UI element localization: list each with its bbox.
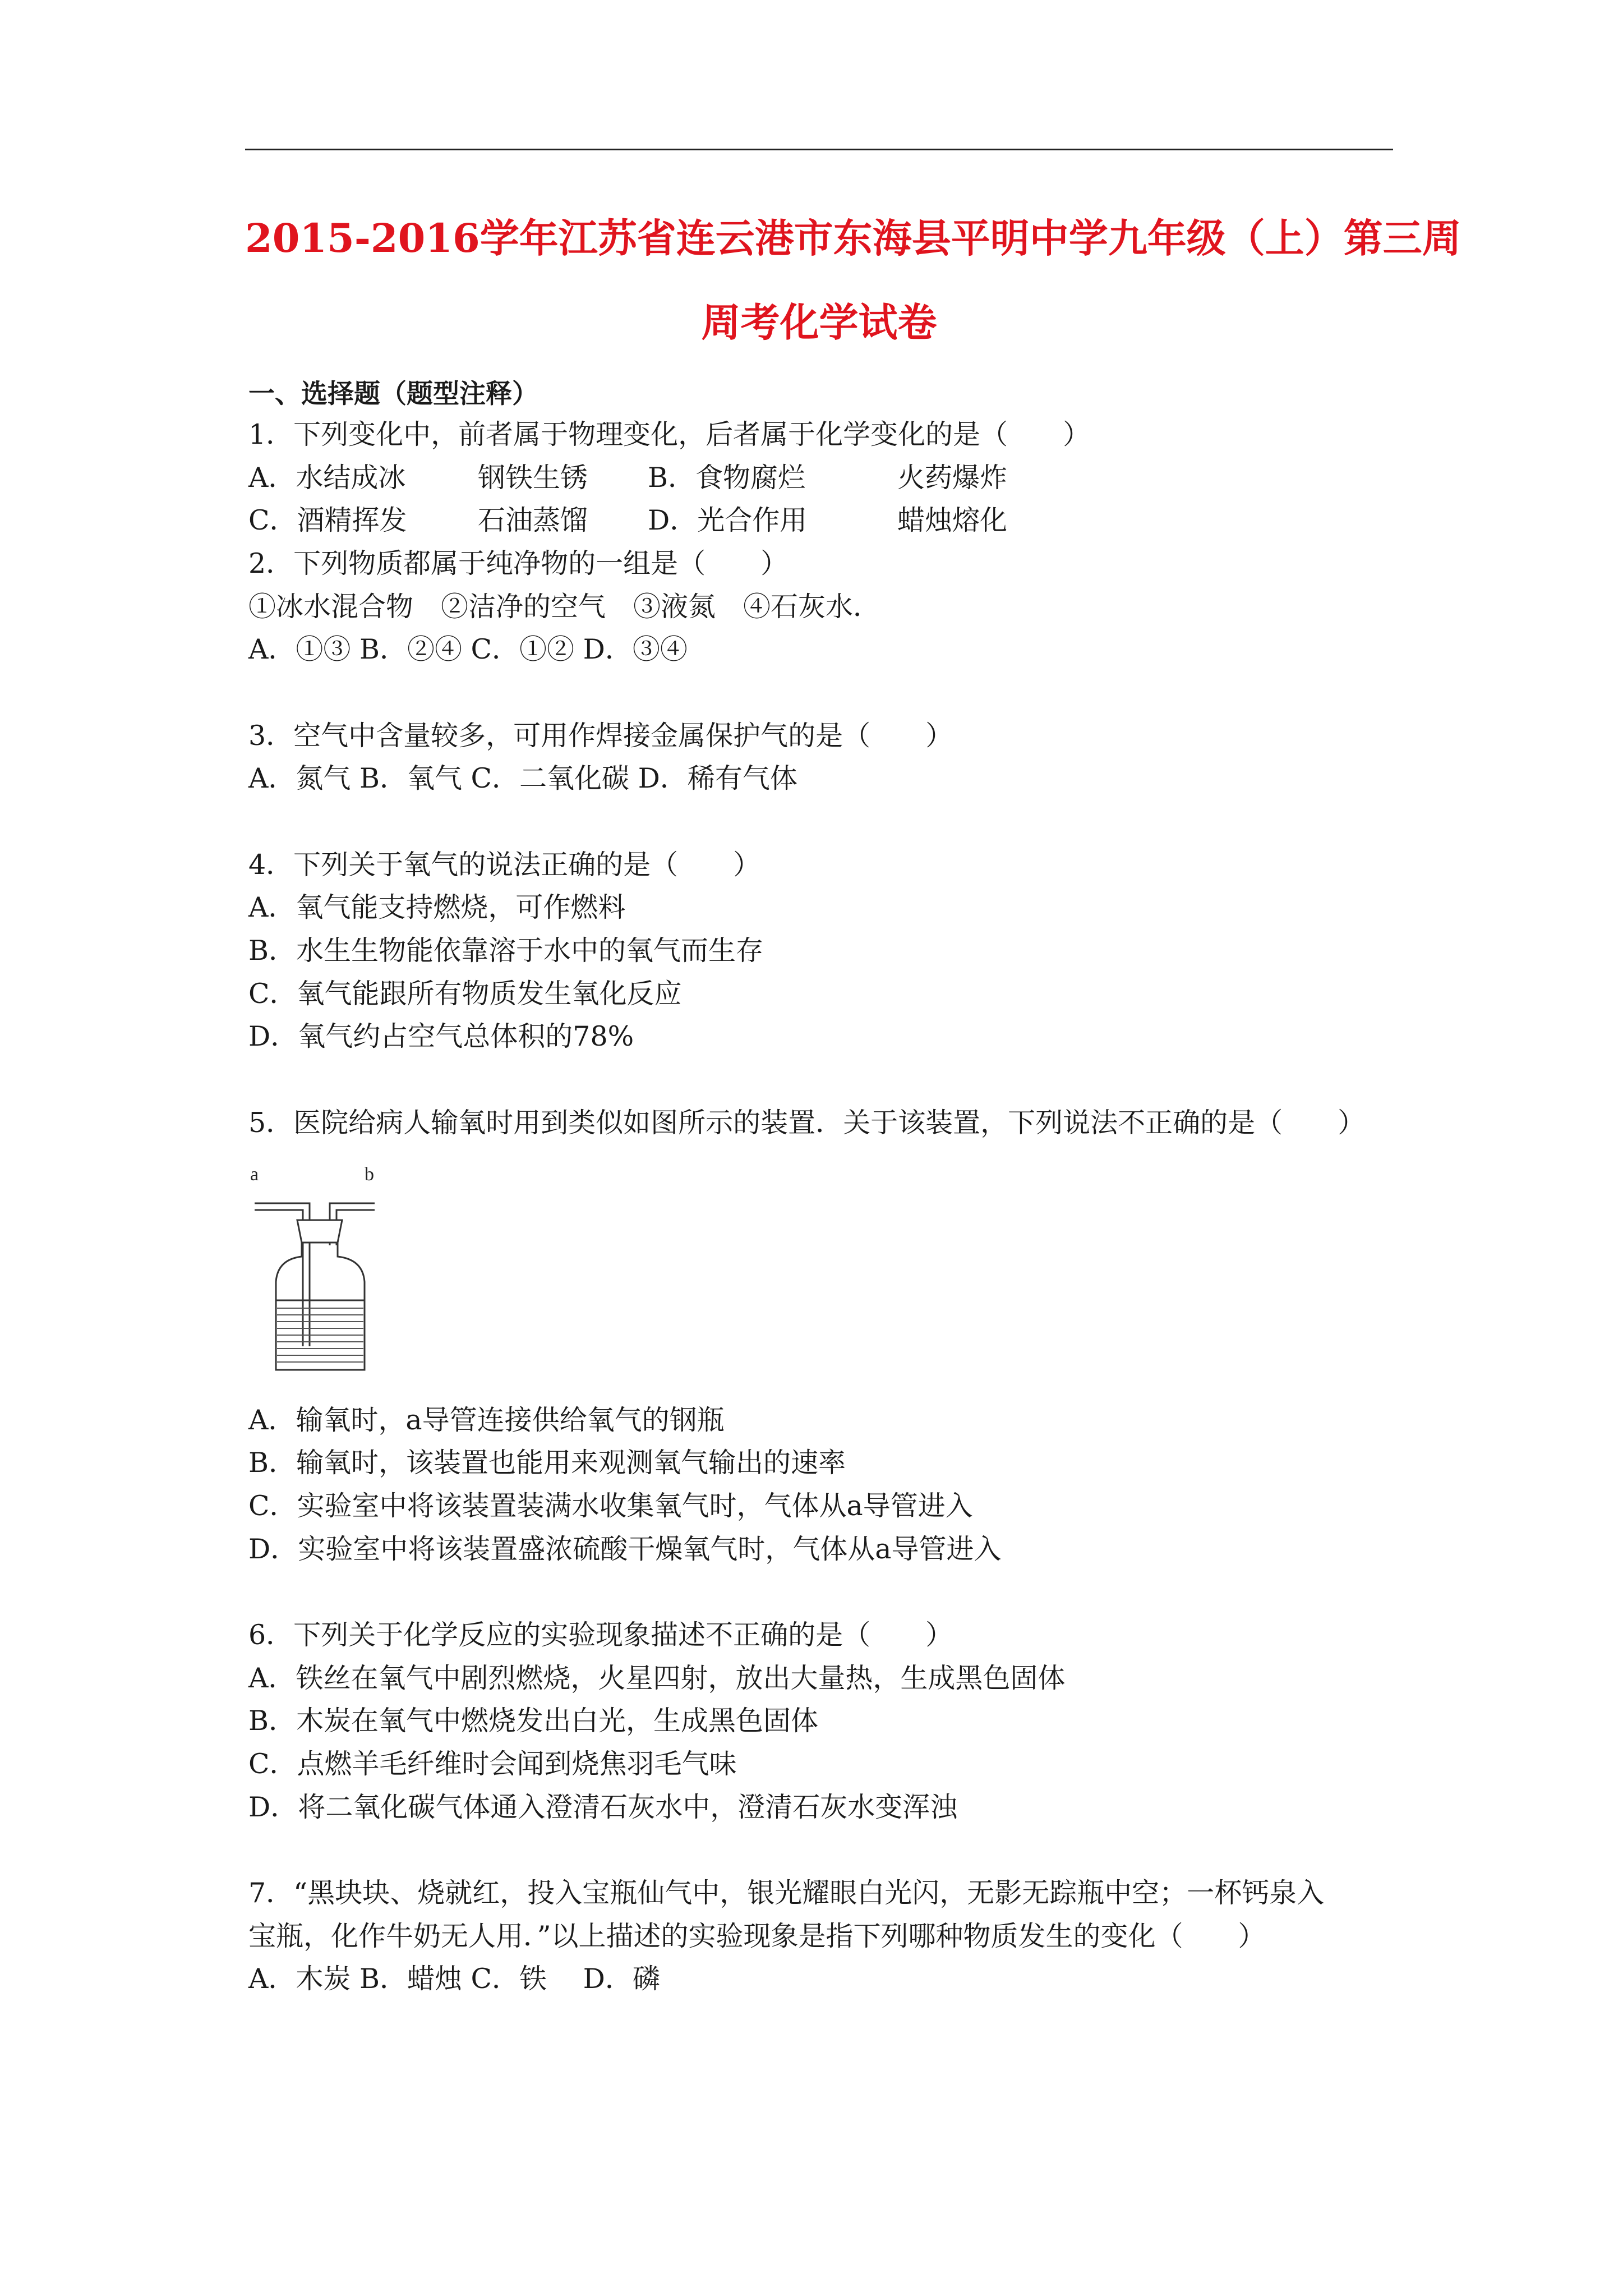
header-rule [245,149,1393,150]
section-heading: 一、选择题（题型注释） [248,379,538,409]
tube-a-label: a [250,1164,259,1185]
q7-options: A．木炭 B．蜡烛 C．铁 D．磷 [248,1963,660,1995]
stopper [297,1220,342,1243]
q1-option-b-second: 火药爆炸 [897,462,1008,494]
q4-option-c: C．氧气能跟所有物质发生氧化反应 [248,978,682,1010]
q6-stem: 6．下列关于化学反应的实验现象描述不正确的是（ ） [248,1619,953,1651]
tube-b-label: b [365,1164,374,1185]
q2-items: ①冰水混合物 ②洁净的空气 ③液氮 ④石灰水． [248,591,881,623]
q7-stem-line2: 宝瓶，化作牛奶无人用．”以上描述的实验现象是指下列哪种物质发生的变化（ ） [248,1920,1266,1952]
q5-stem: 5．医院给病人输氧时用到类似如图所示的装置．关于该装置，下列说法不正确的是（ ） [248,1107,1366,1139]
q1-option-d: D．光合作用 [648,504,808,536]
q1-option-a: A．水结成冰 [248,462,406,494]
exam-title-line2: 周考化学试卷 [701,299,937,346]
q4-option-d: D．氧气约占空气总体积的78% [248,1020,634,1052]
q3-options: A．氮气 B．氧气 C．二氧化碳 D．稀有气体 [248,762,797,794]
q6-option-c: C．点燃羊毛纤维时会闻到烧焦羽毛气味 [248,1748,737,1780]
q1-stem: 1．下列变化中，前者属于物理变化，后者属于化学变化的是（ ） [248,418,1091,450]
q5-option-a: A．输氧时，a导管连接供给氧气的钢瓶 [248,1404,725,1436]
q1-option-c: C．酒精挥发 [248,504,407,536]
q4-stem: 4．下列关于氧气的说法正确的是（ ） [248,849,761,881]
q4-option-b: B．水生生物能依靠溶于水中的氧气而生存 [248,935,764,967]
q5-option-b: B．输氧时，该装置也能用来观测氧气输出的速率 [248,1447,846,1479]
q5-option-c: C．实验室中将该装置装满水收集氧气时，气体从a导管进入 [248,1490,973,1522]
q6-option-a: A．铁丝在氧气中剧烈燃烧，火星四射，放出大量热，生成黑色固体 [248,1662,1066,1694]
q1-option-b: B．食物腐烂 [648,462,806,494]
bottle [276,1243,365,1370]
q6-option-b: B．木炭在氧气中燃烧发出白光，生成黑色固体 [248,1705,819,1737]
q4-option-a: A．氧气能支持燃烧，可作燃料 [248,891,626,923]
q1-option-a-second: 钢铁生锈 [478,462,588,494]
q7-stem-line1: 7．“黑块块、烧就红，投入宝瓶仙气中，银光耀眼白光闪，无影无踪瓶中空；一杯钙泉入 [248,1877,1325,1909]
q3-stem: 3．空气中含量较多，可用作焊接金属保护气的是（ ） [248,720,953,752]
q5-option-d: D．实验室中将该装置盛浓硫酸干燥氧气时，气体从a导管进入 [248,1533,1002,1565]
q1-option-c-second: 石油蒸馏 [478,504,588,536]
exam-title-line1: 2015-2016学年江苏省连云港市东海县平明中学九年级（上）第三周 [245,215,1461,261]
q2-options: A．①③ B．②④ C．①② D．③④ [248,633,688,665]
q6-option-d: D．将二氧化碳气体通入澄清石灰水中，澄清石灰水变浑浊 [248,1791,958,1823]
q2-stem: 2．下列物质都属于纯净物的一组是（ ） [248,547,789,579]
q1-option-d-second: 蜡烛熔化 [897,504,1008,536]
liquid [276,1300,365,1362]
gas-bottle-figure [247,1161,393,1374]
